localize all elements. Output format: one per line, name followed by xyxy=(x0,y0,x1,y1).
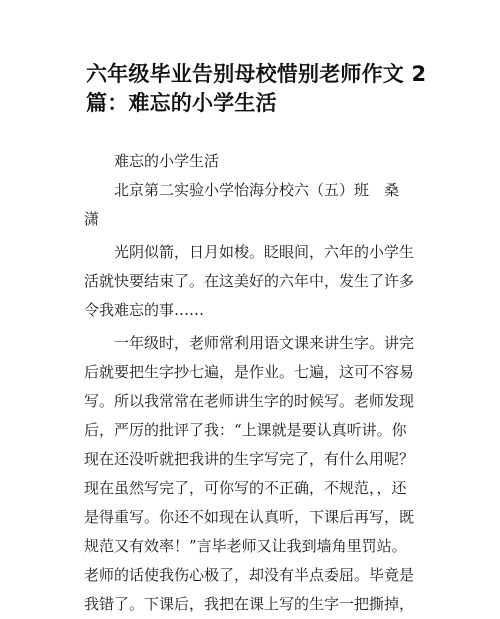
title-line-2: 篇：难忘的小学生活 xyxy=(86,91,277,115)
paragraph-2-line-8: 规范又有效率！”言毕老师又让我到墙角里罚站。 xyxy=(84,537,407,555)
document-title xyxy=(86,60,426,118)
title-line-1: 六年级毕业告别母校惜别老师作文 2 xyxy=(86,62,427,86)
paragraph-2-line-1: 一年级时，老师常利用语文课来讲生字。讲完 xyxy=(114,334,415,352)
author-line: 北京第二实验小学怡海分校六（五）班 桑 xyxy=(114,181,400,199)
paragraph-2-line-2: 后就要把生字抄七遍，是作业。七遍，这可不容易 xyxy=(84,363,415,381)
paragraph-2-line-3: 写。所以我常常在老师讲生字的时候写。老师发现 xyxy=(84,392,415,410)
essay-heading: 难忘的小学生活 xyxy=(114,152,220,170)
document-body xyxy=(84,147,424,619)
paragraph-2-line-4: 后，严厉的批评了我：“上课就是要认真听讲。你 xyxy=(84,421,407,439)
paragraph-1-line-1: 光阴似箭，日月如梭。眨眼间，六年的小学生 xyxy=(114,243,415,261)
paragraph-2-line-10: 我错了。下课后，我把在课上写的生字一把撕掉， xyxy=(84,595,415,613)
paragraph-2-line-9: 老师的话使我伤心极了，却没有半点委屈。毕竟是 xyxy=(84,566,415,584)
paragraph-1-line-2: 活就快要结束了。在这美好的六年中，发生了许多 xyxy=(84,272,415,290)
paragraph-2-line-6: 现在虽然写完了，可你写的不正确，不规范，，还 xyxy=(84,479,407,497)
paragraph-2-line-5: 现在还没听就把我讲的生字写完了，有什么用呢？ xyxy=(84,450,415,468)
paragraph-1-line-3: 令我难忘的事…… xyxy=(84,301,205,319)
paragraph-2-line-7: 是得重写。你还不如现在认真听，下课后再写，既 xyxy=(84,508,415,526)
author-line-continued: 潇 xyxy=(84,210,100,228)
